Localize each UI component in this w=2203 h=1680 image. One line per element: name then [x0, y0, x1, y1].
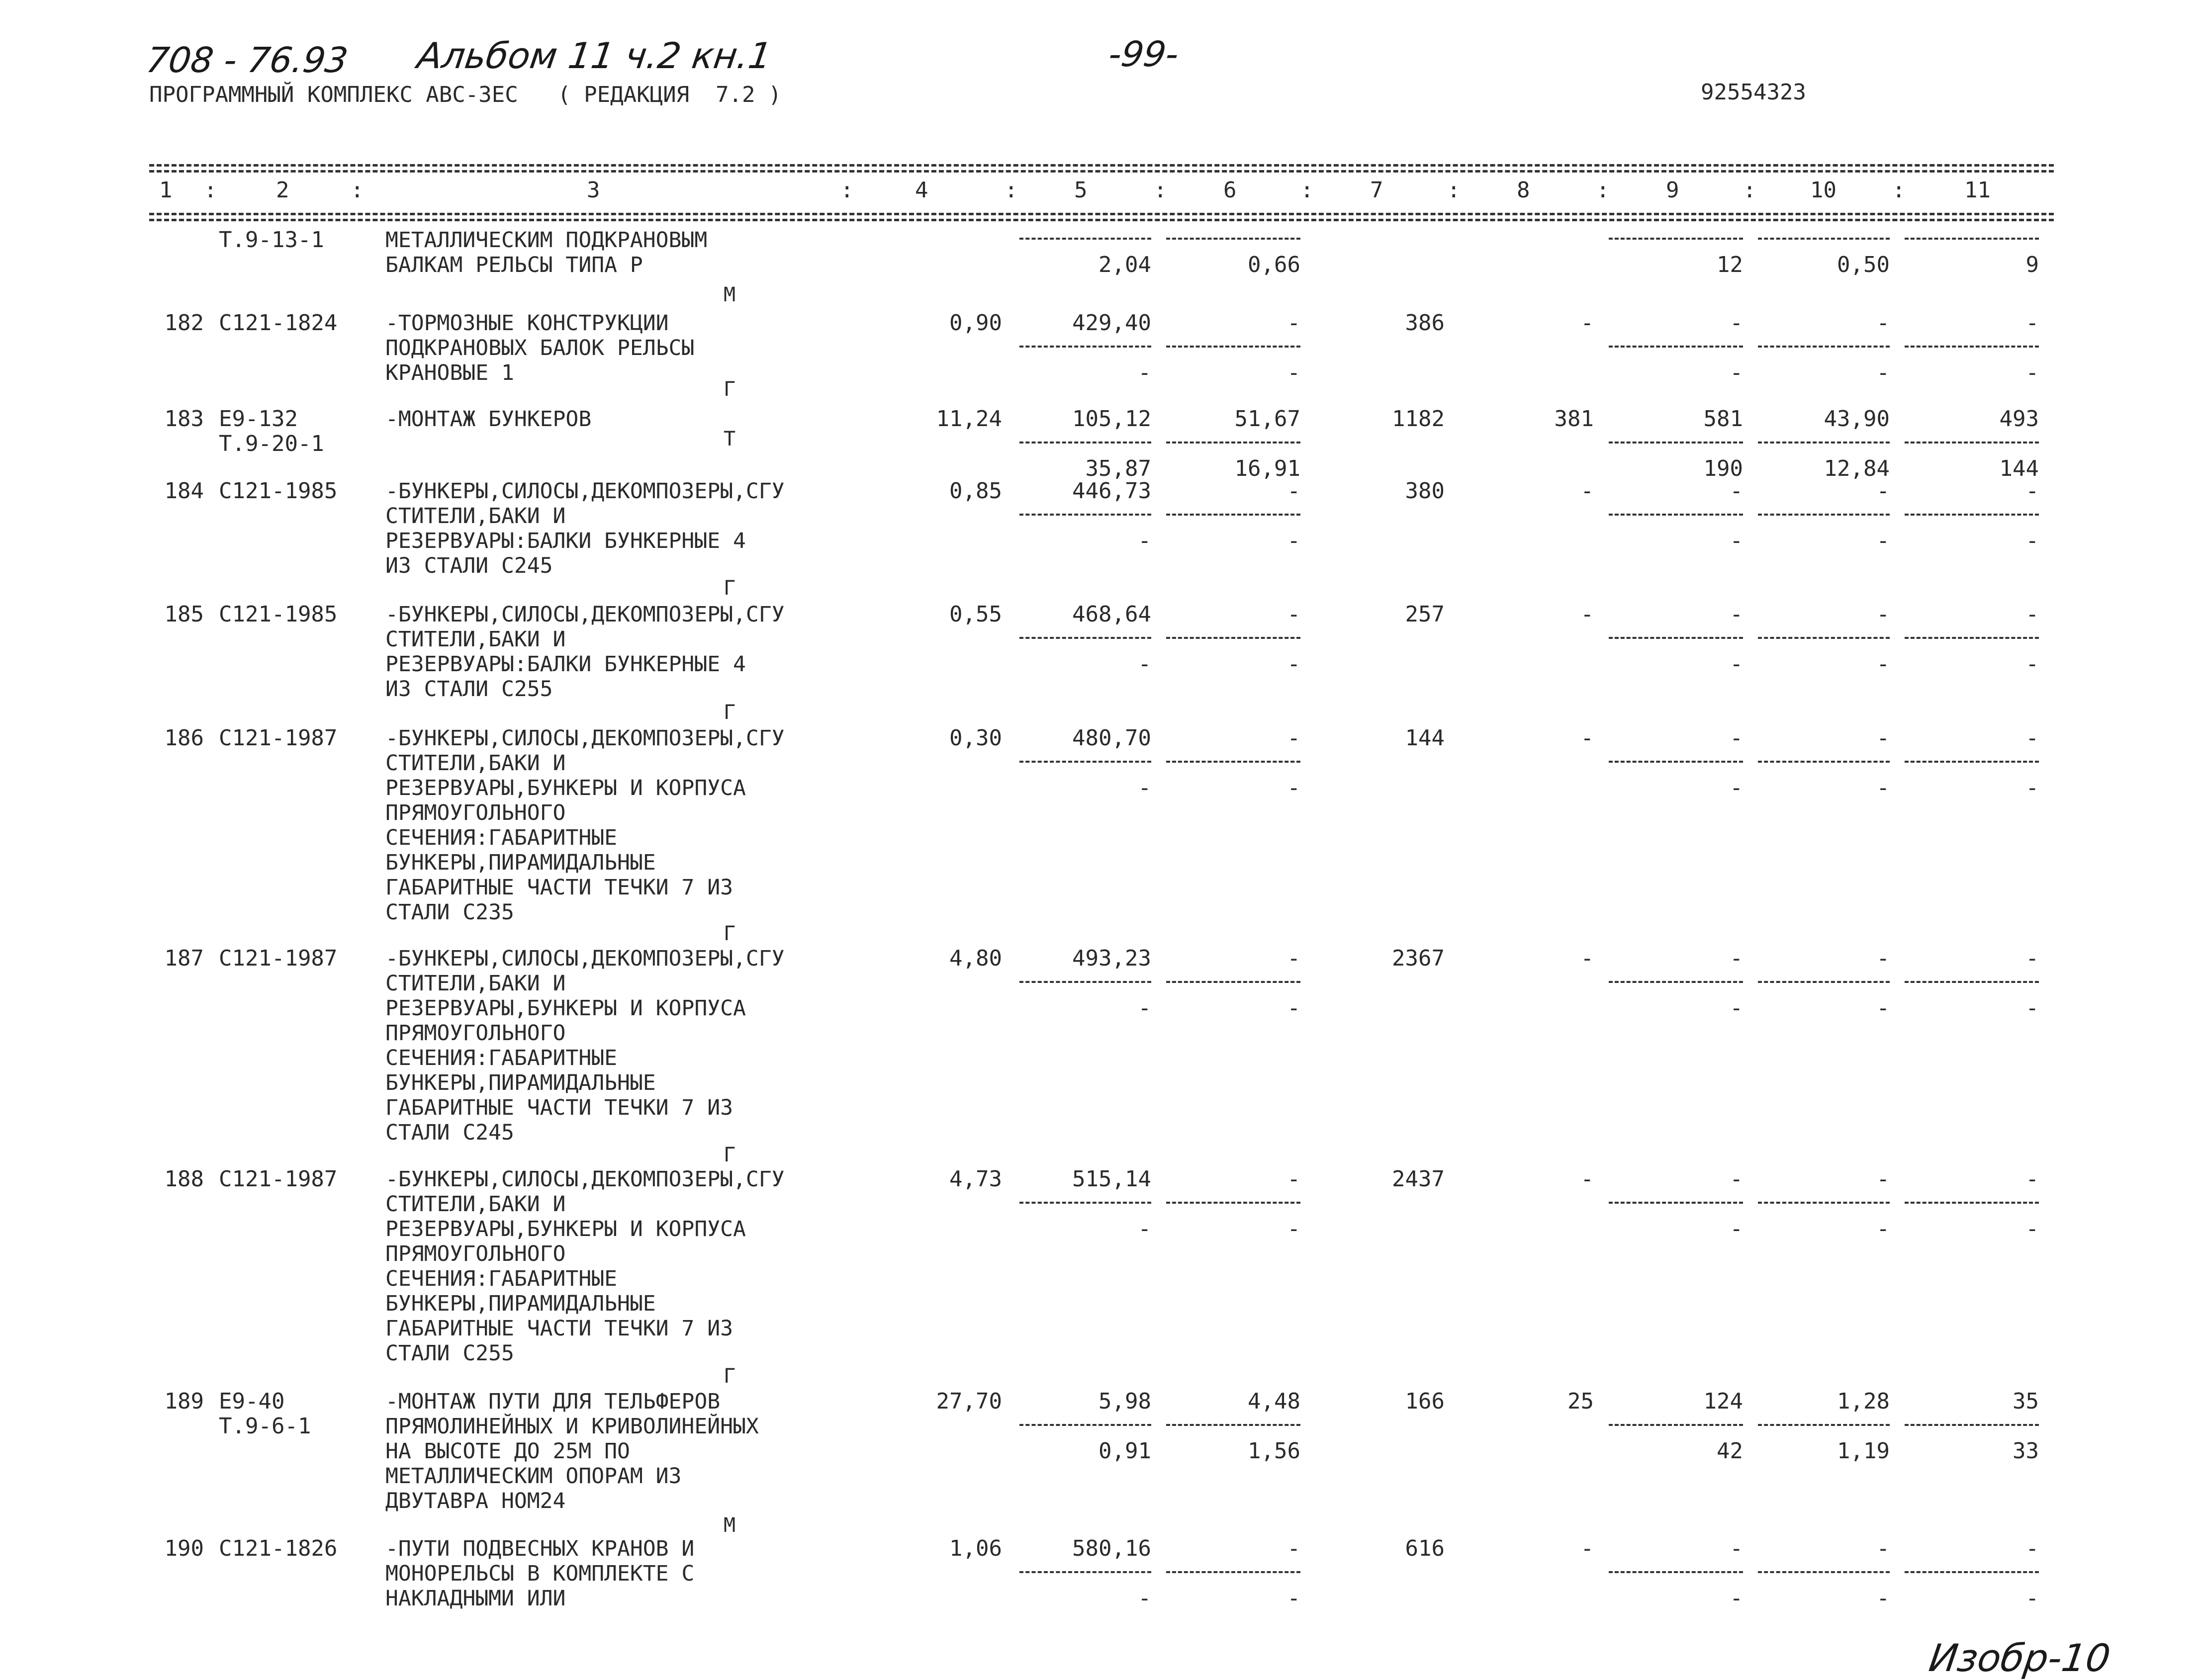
cell-divider-c5: [1019, 1202, 1151, 1204]
cell-divider-c9: [1609, 637, 1743, 639]
cell-c11-lower: 144: [1999, 456, 2039, 481]
row-number: 189: [164, 1389, 204, 1414]
cell-divider-c5: [1019, 981, 1151, 983]
cell-c6-lower: -: [1287, 528, 1300, 553]
cell-c11-lower: 33: [2013, 1438, 2039, 1464]
row-number: 187: [164, 946, 204, 971]
col-header-11: 11: [1964, 177, 1991, 203]
col-header-sep: :: [1743, 177, 1756, 203]
cell-c10-lower: 0,50: [1837, 252, 1890, 277]
row-number: 183: [164, 406, 204, 432]
cell-c6-upper: -: [1287, 1536, 1300, 1561]
col-header-5: 5: [1074, 177, 1088, 203]
cell-c9-upper: -: [1730, 725, 1743, 751]
header-rule-bottom2: [149, 219, 2054, 221]
col-header-sep: :: [1447, 177, 1461, 203]
cell-divider-c9: [1609, 514, 1743, 516]
col-header-9: 9: [1666, 177, 1679, 203]
cell-c4: 0,55: [949, 602, 1002, 627]
cell-divider-c11: [1905, 346, 2039, 348]
row-resource-mark: Т: [724, 428, 736, 450]
cell-c5-upper: 468,64: [1072, 602, 1151, 627]
row-code: Е9-132 Т.9-20-1: [219, 406, 324, 456]
col-header-2: 2: [276, 177, 289, 203]
cell-divider-c11: [1905, 1424, 2039, 1426]
cell-c11-upper: -: [2025, 602, 2039, 627]
row-resource-mark: Г: [724, 378, 736, 401]
cell-divider-c5: [1019, 1424, 1151, 1426]
cell-divider-c9: [1609, 442, 1743, 443]
col-header-sep: :: [1005, 177, 1018, 203]
cell-c8: 25: [1567, 1389, 1594, 1414]
cell-c6-upper: -: [1287, 478, 1300, 504]
cell-c11-upper: 35: [2013, 1389, 2039, 1414]
cell-c9-lower: -: [1730, 528, 1743, 553]
cell-c11-upper: -: [2025, 310, 2039, 336]
cell-c5-upper: 446,73: [1072, 478, 1151, 504]
corner-mark: Изобр-10: [1926, 1636, 2113, 1680]
row-code: С121-1985: [219, 602, 338, 627]
row-description: -МОНТАЖ БУНКЕРОВ: [385, 407, 592, 432]
cell-c5-upper: 105,12: [1072, 406, 1151, 432]
cell-c10-upper: -: [1876, 725, 1890, 751]
cell-divider-c6: [1166, 1202, 1300, 1204]
cell-c5-lower: -: [1138, 360, 1151, 385]
cell-c9-lower: 12: [1717, 252, 1743, 277]
cell-c10-lower: -: [1876, 528, 1890, 553]
cell-c8: -: [1580, 478, 1594, 504]
cell-c4: 11,24: [936, 406, 1002, 432]
cell-c10-lower: 12,84: [1824, 456, 1890, 481]
cell-c7: 166: [1405, 1389, 1445, 1414]
cell-c4: 0,90: [949, 310, 1002, 336]
cell-divider-c9: [1609, 761, 1743, 763]
cell-c5-lower: -: [1138, 528, 1151, 553]
cell-divider-c10: [1758, 981, 1890, 983]
cell-c6-lower: -: [1287, 775, 1300, 800]
row-code: Е9-40 Т.9-6-1: [219, 1389, 311, 1439]
cell-c6-upper: -: [1287, 946, 1300, 971]
cell-c10-lower: -: [1876, 1216, 1890, 1241]
page-number: -99-: [1106, 34, 1182, 75]
col-header-sep: :: [1596, 177, 1610, 203]
cell-c6-upper: -: [1287, 1166, 1300, 1192]
cell-c5-upper: 429,40: [1072, 310, 1151, 336]
cell-c10-lower: -: [1876, 651, 1890, 677]
cell-divider-c10: [1758, 442, 1890, 443]
cell-c6-upper: 4,48: [1248, 1389, 1300, 1414]
cell-c10-upper: -: [1876, 1166, 1890, 1192]
cell-c6-lower: 16,91: [1234, 456, 1300, 481]
cell-c9-lower: -: [1730, 775, 1743, 800]
cell-c9-lower: 190: [1703, 456, 1743, 481]
cell-c6-lower: -: [1287, 995, 1300, 1021]
row-number: 186: [164, 725, 204, 751]
col-header-sep: :: [1154, 177, 1167, 203]
cell-c8: -: [1580, 1166, 1594, 1192]
cell-c9-upper: 581: [1703, 406, 1743, 432]
cell-c9-lower: 42: [1717, 1438, 1743, 1464]
cell-c10-upper: -: [1876, 602, 1890, 627]
cell-c11-lower: -: [2025, 1216, 2039, 1241]
cell-c5-upper: 5,98: [1099, 1389, 1151, 1414]
cell-divider-c5: [1019, 346, 1151, 348]
cell-c10-upper: -: [1876, 478, 1890, 504]
row-resource-mark: Г: [724, 1144, 736, 1166]
row-description: -МОНТАЖ ПУТИ ДЛЯ ТЕЛЬФЕРОВ ПРЯМОЛИНЕЙНЫХ И КРИВОЛИНЕЙНЫХ НА ВЫСОТЕ ДО 25М ПО МЕТАЛЛИЧЕСКИМ ОПОРАМ ИЗ ДВУТАВРА НОМ24: [385, 1389, 759, 1513]
cell-c11-lower: -: [2025, 651, 2039, 677]
cell-c5-upper: 515,14: [1072, 1166, 1151, 1192]
cell-divider-c10: [1758, 761, 1890, 763]
row-resource-mark: М: [724, 283, 736, 306]
row-description: -БУНКЕРЫ,СИЛОСЫ,ДЕКОМПОЗЕРЫ,СГУ СТИТЕЛИ,БАКИ И РЕЗЕРВУАРЫ,БУНКЕРЫ И КОРПУСА ПРЯМОУГОЛЬНОГО СЕЧЕНИЯ:ГАБАРИТНЫЕ БУНКЕРЫ,ПИРАМИДАЛЬНЫЕ ГАБАРИТНЫЕ ЧАСТИ ТЕЧКИ 7 ИЗ СТАЛИ С235: [385, 726, 785, 925]
col-header-sep: :: [1300, 177, 1314, 203]
col-header-sep: :: [204, 177, 217, 203]
row-number: 182: [164, 310, 204, 336]
row-number: 188: [164, 1166, 204, 1192]
cell-divider-c6: [1166, 238, 1300, 240]
cell-divider-c5: [1019, 442, 1151, 443]
cell-c9-upper: -: [1730, 1166, 1743, 1192]
cell-divider-c9: [1609, 346, 1743, 348]
cell-divider-c6: [1166, 1571, 1300, 1573]
col-header-7: 7: [1370, 177, 1383, 203]
cell-c9-upper: 124: [1703, 1389, 1743, 1414]
cell-divider-c5: [1019, 1571, 1151, 1573]
cell-divider-c9: [1609, 1571, 1743, 1573]
cell-c7: 2437: [1392, 1166, 1445, 1192]
cell-c9-lower: -: [1730, 1216, 1743, 1241]
cell-c4: 0,85: [949, 478, 1002, 504]
cell-divider-c9: [1609, 238, 1743, 240]
row-code: С121-1987: [219, 725, 338, 751]
row-number: 184: [164, 478, 204, 504]
row-code: Т.9-13-1: [219, 227, 324, 253]
cell-divider-c11: [1905, 981, 2039, 983]
row-description: -БУНКЕРЫ,СИЛОСЫ,ДЕКОМПОЗЕРЫ,СГУ СТИТЕЛИ,БАКИ И РЕЗЕРВУАРЫ:БАЛКИ БУНКЕРНЫЕ 4 ИЗ СТАЛИ С255: [385, 602, 785, 702]
row-code: С121-1826: [219, 1536, 338, 1561]
document-number: 92554323: [1701, 80, 1806, 105]
cell-c11-upper: -: [2025, 478, 2039, 504]
cell-c10-upper: -: [1876, 310, 1890, 336]
program-title: ПРОГРАММНЫЙ КОМПЛЕКС АВС-3ЕС ( РЕДАКЦИЯ 7.2 ): [149, 82, 782, 107]
row-description: -ПУТИ ПОДВЕСНЫХ КРАНОВ И МОНОРЕЛЬСЫ В КОМПЛЕКТЕ С НАКЛАДНЫМИ ИЛИ: [385, 1536, 695, 1611]
cell-c8: -: [1580, 725, 1594, 751]
col-header-3: 3: [587, 177, 600, 203]
cell-c9-upper: -: [1730, 946, 1743, 971]
row-description: МЕТАЛЛИЧЕСКИМ ПОДКРАНОВЫМ БАЛКАМ РЕЛЬСЫ ТИПА Р: [385, 228, 708, 277]
cell-divider-c11: [1905, 637, 2039, 639]
row-code: С121-1987: [219, 1166, 338, 1192]
cell-c4: 1,06: [949, 1536, 1002, 1561]
album-label: Альбом 11 ч.2 кн.1: [415, 35, 775, 77]
row-number: 185: [164, 602, 204, 627]
cell-c7: 257: [1405, 602, 1445, 627]
row-resource-mark: Г: [724, 922, 736, 945]
cell-c10-lower: -: [1876, 1586, 1890, 1611]
cell-divider-c10: [1758, 1202, 1890, 1204]
cell-c7: 386: [1405, 310, 1445, 336]
doc-code: 708 - 76.93: [144, 40, 351, 81]
cell-c6-lower: -: [1287, 360, 1300, 385]
cell-c4: 27,70: [936, 1389, 1002, 1414]
cell-divider-c9: [1609, 981, 1743, 983]
row-description: -БУНКЕРЫ,СИЛОСЫ,ДЕКОМПОЗЕРЫ,СГУ СТИТЕЛИ,БАКИ И РЕЗЕРВУАРЫ,БУНКЕРЫ И КОРПУСА ПРЯМОУГОЛЬНОГО СЕЧЕНИЯ:ГАБАРИТНЫЕ БУНКЕРЫ,ПИРАМИДАЛЬНЫЕ ГАБАРИТНЫЕ ЧАСТИ ТЕЧКИ 7 ИЗ СТАЛИ С245: [385, 946, 785, 1145]
cell-c5-upper: 480,70: [1072, 725, 1151, 751]
cell-c11-lower: -: [2025, 775, 2039, 800]
row-number: 190: [164, 1536, 204, 1561]
cell-c7: 2367: [1392, 946, 1445, 971]
cell-c5-lower: -: [1138, 651, 1151, 677]
cell-c11-lower: 9: [2025, 252, 2039, 277]
cell-c10-upper: -: [1876, 1536, 1890, 1561]
cell-divider-c6: [1166, 761, 1300, 763]
col-header-10: 10: [1810, 177, 1836, 203]
cell-divider-c10: [1758, 346, 1890, 348]
cell-divider-c11: [1905, 1571, 2039, 1573]
cell-divider-c6: [1166, 981, 1300, 983]
cell-c6-lower: -: [1287, 651, 1300, 677]
cell-c4: 4,80: [949, 946, 1002, 971]
header-rule-bottom: [149, 213, 2054, 215]
row-code: С121-1987: [219, 946, 338, 971]
cell-divider-c5: [1019, 637, 1151, 639]
cell-c6-upper: -: [1287, 602, 1300, 627]
cell-c11-upper: -: [2025, 1166, 2039, 1192]
cell-c9-upper: -: [1730, 310, 1743, 336]
cell-c6-lower: 0,66: [1248, 252, 1300, 277]
cell-c6-upper: -: [1287, 310, 1300, 336]
cell-c7: 380: [1405, 478, 1445, 504]
cell-c6-upper: 51,67: [1234, 406, 1300, 432]
cell-divider-c6: [1166, 1424, 1300, 1426]
row-description: -БУНКЕРЫ,СИЛОСЫ,ДЕКОМПОЗЕРЫ,СГУ СТИТЕЛИ,БАКИ И РЕЗЕРВУАРЫ:БАЛКИ БУНКЕРНЫЕ 4 ИЗ СТАЛИ С245: [385, 479, 785, 578]
row-resource-mark: М: [724, 1514, 736, 1537]
cell-divider-c5: [1019, 238, 1151, 240]
cell-c11-lower: -: [2025, 995, 2039, 1021]
cell-c11-upper: -: [2025, 1536, 2039, 1561]
cell-c9-upper: -: [1730, 602, 1743, 627]
col-header-6: 6: [1223, 177, 1237, 203]
cell-c8: -: [1580, 310, 1594, 336]
cell-c10-lower: 1,19: [1837, 1438, 1890, 1464]
cell-divider-c6: [1166, 442, 1300, 443]
col-header-sep: :: [1892, 177, 1906, 203]
cell-divider-c11: [1905, 1202, 2039, 1204]
cell-c11-lower: -: [2025, 528, 2039, 553]
cell-c5-lower: -: [1138, 995, 1151, 1021]
cell-divider-c10: [1758, 1424, 1890, 1426]
cell-divider-c9: [1609, 1424, 1743, 1426]
row-description: -ТОРМОЗНЫЕ КОНСТРУКЦИИ ПОДКРАНОВЫХ БАЛОК РЕЛЬСЫ КРАНОВЫЕ 1: [385, 311, 695, 385]
cell-c6-lower: -: [1287, 1216, 1300, 1241]
cell-c11-upper: -: [2025, 946, 2039, 971]
cell-c10-upper: 1,28: [1837, 1389, 1890, 1414]
row-code: С121-1824: [219, 310, 338, 336]
cell-divider-c6: [1166, 346, 1300, 348]
cell-divider-c11: [1905, 761, 2039, 763]
cell-divider-c11: [1905, 442, 2039, 443]
row-description: -БУНКЕРЫ,СИЛОСЫ,ДЕКОМПОЗЕРЫ,СГУ СТИТЕЛИ,БАКИ И РЕЗЕРВУАРЫ,БУНКЕРЫ И КОРПУСА ПРЯМОУГОЛЬНОГО СЕЧЕНИЯ:ГАБАРИТНЫЕ БУНКЕРЫ,ПИРАМИДАЛЬНЫЕ ГАБАРИТНЫЕ ЧАСТИ ТЕЧКИ 7 ИЗ СТАЛИ С255: [385, 1167, 785, 1366]
cell-divider-c10: [1758, 238, 1890, 240]
cell-divider-c10: [1758, 1571, 1890, 1573]
cell-c10-upper: -: [1876, 946, 1890, 971]
cell-c8: 381: [1554, 406, 1594, 432]
header-rule-top2: [149, 170, 2054, 173]
cell-c8: -: [1580, 602, 1594, 627]
cell-c4: 4,73: [949, 1166, 1002, 1192]
cell-c5-lower: 35,87: [1085, 456, 1151, 481]
cell-c5-lower: -: [1138, 1586, 1151, 1611]
cell-c5-lower: -: [1138, 775, 1151, 800]
cell-divider-c11: [1905, 514, 2039, 516]
cell-c11-upper: -: [2025, 725, 2039, 751]
cell-c7: 1182: [1392, 406, 1445, 432]
cell-c4: 0,30: [949, 725, 1002, 751]
cell-c10-lower: -: [1876, 775, 1890, 800]
cell-divider-c6: [1166, 514, 1300, 516]
cell-c9-upper: -: [1730, 1536, 1743, 1561]
cell-c11-lower: -: [2025, 1586, 2039, 1611]
cell-c6-lower: -: [1287, 1586, 1300, 1611]
cell-divider-c11: [1905, 238, 2039, 240]
cell-c6-lower: 1,56: [1248, 1438, 1300, 1464]
cell-c5-lower: 0,91: [1099, 1438, 1151, 1464]
header-rule-top: [149, 164, 2054, 167]
col-header-1: 1: [159, 177, 173, 203]
col-header-sep: :: [351, 177, 364, 203]
cell-c5-lower: -: [1138, 1216, 1151, 1241]
cell-c11-upper: 493: [1999, 406, 2039, 432]
cell-c10-upper: 43,90: [1824, 406, 1890, 432]
cell-c9-upper: -: [1730, 478, 1743, 504]
cell-c9-lower: -: [1730, 360, 1743, 385]
cell-c5-upper: 493,23: [1072, 946, 1151, 971]
row-code: С121-1985: [219, 478, 338, 504]
col-header-sep: :: [840, 177, 854, 203]
cell-c7: 616: [1405, 1536, 1445, 1561]
col-header-4: 4: [915, 177, 928, 203]
cell-divider-c5: [1019, 514, 1151, 516]
cell-c11-lower: -: [2025, 360, 2039, 385]
row-resource-mark: Г: [724, 1365, 736, 1388]
cell-divider-c9: [1609, 1202, 1743, 1204]
row-resource-mark: Г: [724, 577, 736, 600]
cell-divider-c6: [1166, 637, 1300, 639]
cell-c10-lower: -: [1876, 995, 1890, 1021]
cell-c8: -: [1580, 1536, 1594, 1561]
row-resource-mark: Г: [724, 701, 736, 724]
cell-c6-upper: -: [1287, 725, 1300, 751]
cell-c8: -: [1580, 946, 1594, 971]
cell-c9-lower: -: [1730, 995, 1743, 1021]
cell-c5-upper: 580,16: [1072, 1536, 1151, 1561]
cell-c7: 144: [1405, 725, 1445, 751]
cell-c10-lower: -: [1876, 360, 1890, 385]
cell-c9-lower: -: [1730, 1586, 1743, 1611]
cell-divider-c10: [1758, 637, 1890, 639]
col-header-8: 8: [1517, 177, 1530, 203]
cell-divider-c10: [1758, 514, 1890, 516]
cell-divider-c5: [1019, 761, 1151, 763]
cell-c5-lower: 2,04: [1099, 252, 1151, 277]
cell-c9-lower: -: [1730, 651, 1743, 677]
